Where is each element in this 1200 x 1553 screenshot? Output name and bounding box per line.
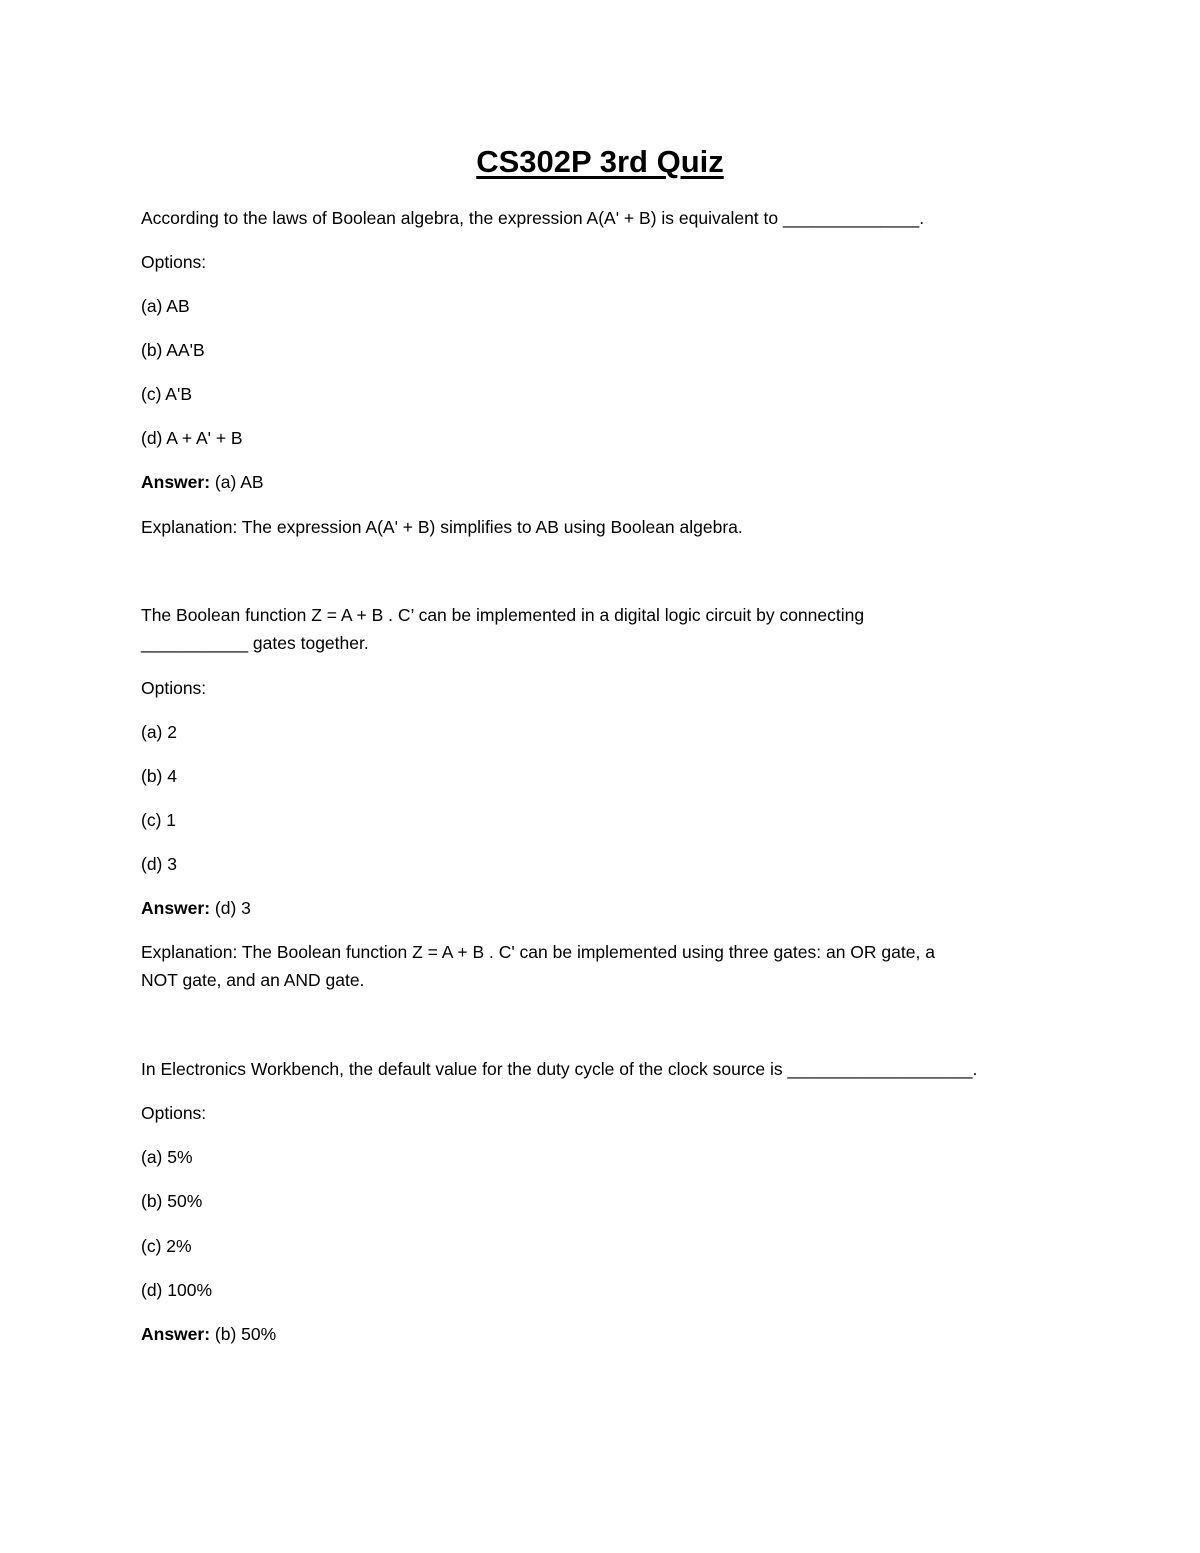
question-2-answer [141,894,251,922]
question-3-option-b: (b) 50% [141,1191,203,1211]
question-2-text-line-1: The Boolean function Z = A + B . C’ can be implemented in a digital logic circuit by connecting [141,605,865,625]
question-2-option-d: (d) 3 [141,854,177,874]
question-1-option-a: (a) AB [141,296,190,316]
question-2-answer-value: (d) 3 [214,898,251,918]
question-2-explanation-line-1: Explanation: The Boolean function Z = A + B . C' can be implemented using three gates: an OR gate, a [141,942,935,962]
question-1-explanation: Explanation: The expression A(A' + B) simplifies to AB using Boolean algebra. [141,517,743,537]
question-1-answer-label: Answer: [141,472,211,492]
question-3-answer-label: Answer: [141,1324,211,1344]
question-3-text: In Electronics Workbench, the default value for the duty cycle of the clock source is ___________________. [141,1059,978,1079]
question-2-option-b: (b) 4 [141,766,177,786]
question-2-options-label: Options: [141,678,207,698]
question-3-option-c: (c) 2% [141,1236,192,1256]
question-1-options-label: Options: [141,252,207,272]
question-1-text: According to the laws of Boolean algebra, the expression A(A' + B) is equivalent to ______________. [141,208,925,228]
question-2-option-a: (a) 2 [141,722,177,742]
question-3-options-label: Options: [141,1103,207,1123]
question-2-explanation-line-2: NOT gate, and an AND gate. [141,970,365,990]
document-title: CS302P 3rd Quiz [476,144,724,179]
question-3-option-a: (a) 5% [141,1147,193,1167]
question-3-answer-value: (b) 50% [214,1324,277,1344]
question-2-answer-label: Answer: [141,898,211,918]
question-1-answer-value: (a) AB [214,472,264,492]
question-2-text-line-2: ___________ gates together. [141,633,369,653]
question-1-answer [141,468,264,496]
question-3-answer [141,1320,276,1348]
question-1-option-b: (b) AA'B [141,340,205,360]
question-3-option-d: (d) 100% [141,1280,213,1300]
question-2-option-c: (c) 1 [141,810,176,830]
question-1-option-d: (d) A + A' + B [141,428,243,448]
question-1-option-c: (c) A'B [141,384,192,404]
